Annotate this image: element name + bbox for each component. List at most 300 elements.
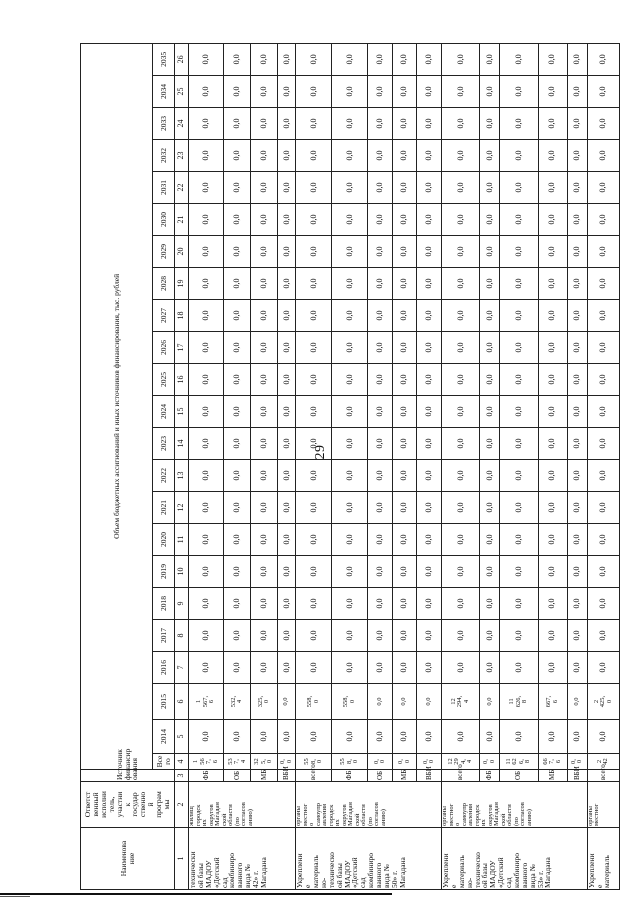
column-number: 14 [175,428,189,460]
value-2023: 0,0 [224,428,251,460]
value-2020: 0,0 [296,524,332,556]
value-2030: 0,0 [251,204,278,236]
value-2027: 0,0 [278,300,296,332]
value-2019: 0,0 [480,556,500,588]
value-2015: 667, 6 [538,684,567,720]
value-2016: 0,0 [332,652,368,684]
value-2024: 0,0 [392,396,417,428]
value-2022: 0,0 [500,460,538,492]
value-2018: 0,0 [278,588,296,620]
value-2031: 0,0 [442,172,480,204]
value-2023: 0,0 [480,428,500,460]
table-row [567,43,587,889]
header-years-row [153,43,175,889]
page-number: 29 [313,444,328,460]
header-year: 2034 [153,76,175,108]
value-2033: 0,0 [278,108,296,140]
value-2029: 0,0 [251,236,278,268]
value-2032: 0,0 [392,140,417,172]
value-2034: 0,0 [332,76,368,108]
value-2017: 0,0 [567,620,587,652]
value-2029: 0,0 [417,236,442,268]
value-2021: 0,0 [251,492,278,524]
total-value: 0, 0 [278,754,296,770]
total-value: 12 29 4, 4 [442,754,480,770]
value-2034: 0,0 [417,76,442,108]
value-2014: 0,0 [332,720,368,754]
value-2028: 0,0 [480,268,500,300]
value-2016: 0,0 [251,652,278,684]
value-2035: 0,0 [368,43,393,75]
value-2020: 0,0 [332,524,368,556]
header-year: 2023 [153,428,175,460]
table-row [368,43,393,889]
table-row [189,43,224,889]
header-year: 2022 [153,460,175,492]
value-2021: 0,0 [538,492,567,524]
value-2029: 0,0 [332,236,368,268]
value-2030: 0,0 [189,204,224,236]
value-2027: 0,0 [332,300,368,332]
column-number-row [175,43,189,889]
value-2031: 0,0 [538,172,567,204]
value-2031: 0,0 [500,172,538,204]
total-value: 11 62 6, 8 [500,754,538,770]
value-2032: 0,0 [296,140,332,172]
value-2014: 0,0 [392,720,417,754]
header-year: 2029 [153,236,175,268]
value-2024: 0,0 [368,396,393,428]
value-2033: 0,0 [500,108,538,140]
value-2035: 0,0 [392,43,417,75]
value-2020: 0,0 [189,524,224,556]
value-2029: 0,0 [189,236,224,268]
value-2017: 0,0 [538,620,567,652]
value-2022: 0,0 [417,460,442,492]
measure-name: Укреплени е материаль но- техническо ой базы МАДОУ «Детский сад комбиниро ванного вида № 53» г. Магадана [442,828,588,890]
value-2035: 0,0 [278,43,296,75]
value-2026: 0,0 [538,332,567,364]
table-row [480,43,500,889]
funding-source: МБ [392,770,417,782]
header-source: Источник финансир ования [81,770,175,782]
column-number: 12 [175,492,189,524]
value-2016: 0,0 [567,652,587,684]
value-2034: 0,0 [368,76,393,108]
value-2032: 0,0 [278,140,296,172]
header-year: 2030 [153,204,175,236]
value-2032: 0,0 [480,140,500,172]
value-2023: 0,0 [587,428,619,460]
value-2021: 0,0 [368,492,393,524]
value-2022: 0,0 [480,460,500,492]
responsible-executor: органы местног о самоупр авления городск их округов Магадан ской области (по согласов анию) [296,782,442,828]
value-2022: 0,0 [538,460,567,492]
value-2033: 0,0 [189,108,224,140]
value-2020: 0,0 [251,524,278,556]
value-2035: 0,0 [442,43,480,75]
value-2031: 0,0 [332,172,368,204]
value-2029: 0,0 [480,236,500,268]
value-2020: 0,0 [392,524,417,556]
value-2033: 0,0 [392,108,417,140]
value-2034: 0,0 [251,76,278,108]
column-number: 23 [175,140,189,172]
value-2016: 0,0 [224,652,251,684]
value-2024: 0,0 [480,396,500,428]
total-value: 53 7, 4 [224,754,251,770]
value-2026: 0,0 [224,332,251,364]
funding-source: МБ [538,770,567,782]
value-2014: 0,0 [538,720,567,754]
measure-name: Укреплени е материаль но- техническо ой базы МАДОУ «Детский сад комбиниро ванного вида № 50» г. Магадана [296,828,442,890]
value-2018: 0,0 [587,588,619,620]
value-2016: 0,0 [296,652,332,684]
value-2021: 0,0 [278,492,296,524]
value-2022: 0,0 [278,460,296,492]
value-2016: 0,0 [442,652,480,684]
column-number: 21 [175,204,189,236]
value-2030: 0,0 [368,204,393,236]
value-2021: 0,0 [392,492,417,524]
header-financing: Объем бюджетных ассигнований и иных источников финансирования, тыс. рублей [81,43,153,769]
value-2014: 0,0 [567,720,587,754]
value-2032: 0,0 [368,140,393,172]
value-2019: 0,0 [442,556,480,588]
value-2016: 0,0 [278,652,296,684]
value-2023: 0,0 [278,428,296,460]
value-2020: 0,0 [224,524,251,556]
value-2023: 0,0 [567,428,587,460]
value-2018: 0,0 [296,588,332,620]
value-2034: 0,0 [500,76,538,108]
value-2029: 0,0 [278,236,296,268]
value-2027: 0,0 [251,300,278,332]
value-2028: 0,0 [224,268,251,300]
value-2026: 0,0 [587,332,619,364]
corner-rule [0,896,30,897]
value-2019: 0,0 [251,556,278,588]
value-2030: 0,0 [587,204,619,236]
value-2025: 0,0 [332,364,368,396]
value-2028: 0,0 [296,268,332,300]
table-row [251,43,278,889]
value-2016: 0,0 [189,652,224,684]
header-year: 2020 [153,524,175,556]
value-2024: 0,0 [587,396,619,428]
value-2033: 0,0 [417,108,442,140]
value-2016: 0,0 [417,652,442,684]
value-2022: 0,0 [296,460,332,492]
value-2023: 0,0 [251,428,278,460]
header-year: 2015 [153,684,175,720]
value-2025: 0,0 [480,364,500,396]
value-2029: 0,0 [587,236,619,268]
value-2030: 0,0 [296,204,332,236]
value-2026: 0,0 [296,332,332,364]
value-2023: 0,0 [332,428,368,460]
value-2028: 0,0 [278,268,296,300]
value-2016: 0,0 [587,652,619,684]
value-2027: 0,0 [368,300,393,332]
value-2031: 0,0 [368,172,393,204]
value-2025: 0,0 [368,364,393,396]
value-2032: 0,0 [189,140,224,172]
column-number: 15 [175,396,189,428]
value-2029: 0,0 [442,236,480,268]
value-2033: 0,0 [296,108,332,140]
value-2032: 0,0 [224,140,251,172]
value-2021: 0,0 [567,492,587,524]
value-2018: 0,0 [417,588,442,620]
column-number: 24 [175,108,189,140]
value-2028: 0,0 [332,268,368,300]
measure-name: Укреплени е материаль [587,828,619,890]
funding-source: ОБ [224,770,251,782]
value-2031: 0,0 [567,172,587,204]
funding-source: ОБ [500,770,538,782]
value-2015: 11 626, 8 [500,684,538,720]
value-2020: 0,0 [567,524,587,556]
value-2027: 0,0 [189,300,224,332]
funding-source: ФБ [480,770,500,782]
value-2032: 0,0 [332,140,368,172]
total-value: 32 5, 0 [251,754,278,770]
value-2025: 0,0 [417,364,442,396]
column-number: 4 [175,754,189,770]
value-2024: 0,0 [278,396,296,428]
value-2027: 0,0 [480,300,500,332]
value-2033: 0,0 [332,108,368,140]
value-2035: 0,0 [538,43,567,75]
value-2027: 0,0 [296,300,332,332]
value-2028: 0,0 [442,268,480,300]
value-2027: 0,0 [442,300,480,332]
value-2014: 0,0 [189,720,224,754]
value-2025: 0,0 [224,364,251,396]
value-2034: 0,0 [392,76,417,108]
value-2025: 0,0 [567,364,587,396]
funding-source: ВБИ [567,770,587,782]
total-value: 0, 0 [417,754,442,770]
value-2022: 0,0 [251,460,278,492]
total-value: 2 42 [587,754,619,770]
header-year: 2014 [153,720,175,754]
header-responsible: Ответст венный исполни тель, участни к государ ственно й програм мы [81,782,175,828]
bottom-rule [0,893,392,895]
value-2018: 0,0 [189,588,224,620]
header-total: Все го [153,754,175,770]
value-2032: 0,0 [442,140,480,172]
value-2028: 0,0 [251,268,278,300]
column-number: 3 [175,770,189,782]
value-2023: 0,0 [538,428,567,460]
value-2030: 0,0 [332,204,368,236]
column-number: 6 [175,684,189,720]
table-row [538,43,567,889]
value-2017: 0,0 [189,620,224,652]
value-2025: 0,0 [392,364,417,396]
value-2018: 0,0 [224,588,251,620]
value-2019: 0,0 [296,556,332,588]
value-2030: 0,0 [442,204,480,236]
header-year: 2031 [153,172,175,204]
value-2014: 0,0 [278,720,296,754]
column-number: 9 [175,588,189,620]
value-2014: 0,0 [442,720,480,754]
value-2028: 0,0 [538,268,567,300]
value-2031: 0,0 [296,172,332,204]
funding-source: ФБ [332,770,368,782]
value-2034: 0,0 [296,76,332,108]
value-2023: 0,0 [392,428,417,460]
value-2032: 0,0 [538,140,567,172]
value-2026: 0,0 [332,332,368,364]
value-2018: 0,0 [368,588,393,620]
value-2034: 0,0 [224,76,251,108]
value-2029: 0,0 [567,236,587,268]
value-2027: 0,0 [392,300,417,332]
column-number: 20 [175,236,189,268]
value-2020: 0,0 [538,524,567,556]
value-2035: 0,0 [480,43,500,75]
value-2029: 0,0 [538,236,567,268]
value-2020: 0,0 [500,524,538,556]
value-2026: 0,0 [278,332,296,364]
funding-source: ВБИ [417,770,442,782]
value-2027: 0,0 [587,300,619,332]
value-2031: 0,0 [392,172,417,204]
value-2023: 0,0 [417,428,442,460]
value-2014: 0,0 [368,720,393,754]
value-2024: 0,0 [332,396,368,428]
measure-name: технически ой базы МАДОУ «Детский сад комбиниро ванного вида № 42» г. Магадана [189,828,296,890]
value-2031: 0,0 [480,172,500,204]
value-2034: 0,0 [567,76,587,108]
header-year: 2032 [153,140,175,172]
value-2022: 0,0 [332,460,368,492]
value-2024: 0,0 [567,396,587,428]
value-2018: 0,0 [392,588,417,620]
value-2024: 0,0 [189,396,224,428]
value-2028: 0,0 [567,268,587,300]
value-2019: 0,0 [500,556,538,588]
value-2026: 0,0 [251,332,278,364]
total-value: 0, 0 [567,754,587,770]
value-2035: 0,0 [189,43,224,75]
value-2019: 0,0 [189,556,224,588]
value-2032: 0,0 [251,140,278,172]
value-2034: 0,0 [442,76,480,108]
value-2017: 0,0 [251,620,278,652]
header-year: 2024 [153,396,175,428]
value-2018: 0,0 [538,588,567,620]
header-year: 2019 [153,556,175,588]
value-2014: 0,0 [587,720,619,754]
value-2035: 0,0 [296,43,332,75]
value-2015: 532, 4 [224,684,251,720]
value-2030: 0,0 [392,204,417,236]
table-row [278,43,296,889]
value-2017: 0,0 [480,620,500,652]
value-2031: 0,0 [417,172,442,204]
value-2031: 0,0 [224,172,251,204]
value-2017: 0,0 [296,620,332,652]
value-2026: 0,0 [567,332,587,364]
value-2024: 0,0 [224,396,251,428]
value-2035: 0,0 [587,43,619,75]
table-row [442,43,480,889]
value-2016: 0,0 [538,652,567,684]
column-number: 19 [175,268,189,300]
value-2030: 0,0 [224,204,251,236]
value-2033: 0,0 [368,108,393,140]
header-year: 2026 [153,332,175,364]
value-2017: 0,0 [417,620,442,652]
value-2023: 0,0 [442,428,480,460]
responsible-executor: органы местног [587,782,619,828]
value-2031: 0,0 [251,172,278,204]
value-2014: 0,0 [480,720,500,754]
value-2027: 0,0 [500,300,538,332]
value-2023: 0,0 [368,428,393,460]
value-2024: 0,0 [442,396,480,428]
value-2019: 0,0 [278,556,296,588]
value-2026: 0,0 [189,332,224,364]
value-2033: 0,0 [224,108,251,140]
value-2035: 0,0 [224,43,251,75]
table-row [296,43,332,889]
value-2030: 0,0 [278,204,296,236]
value-2026: 0,0 [368,332,393,364]
value-2017: 0,0 [442,620,480,652]
value-2028: 0,0 [500,268,538,300]
value-2025: 0,0 [500,364,538,396]
header-name: Наименова ние [81,828,175,890]
budget-table-container [80,44,620,890]
value-2018: 0,0 [332,588,368,620]
value-2018: 0,0 [567,588,587,620]
funding-source: МБ [251,770,278,782]
value-2015: 558, 0 [332,684,368,720]
value-2016: 0,0 [480,652,500,684]
funding-source: всего [587,770,619,782]
value-2020: 0,0 [417,524,442,556]
value-2022: 0,0 [392,460,417,492]
header-year: 2016 [153,652,175,684]
value-2023: 0,0 [189,428,224,460]
value-2030: 0,0 [500,204,538,236]
value-2020: 0,0 [480,524,500,556]
value-2025: 0,0 [189,364,224,396]
table-row [417,43,442,889]
value-2030: 0,0 [538,204,567,236]
value-2021: 0,0 [500,492,538,524]
value-2018: 0,0 [480,588,500,620]
funding-source: ФБ [189,770,224,782]
value-2035: 0,0 [332,43,368,75]
total-value: 0, 0 [480,754,500,770]
value-2014: 0,0 [417,720,442,754]
value-2033: 0,0 [251,108,278,140]
column-number: 8 [175,620,189,652]
responsible-executor: жилищ городск их округов Магадан ской области (по согласов анию) [189,782,296,828]
value-2034: 0,0 [278,76,296,108]
value-2019: 0,0 [332,556,368,588]
value-2033: 0,0 [442,108,480,140]
value-2024: 0,0 [251,396,278,428]
value-2021: 0,0 [224,492,251,524]
